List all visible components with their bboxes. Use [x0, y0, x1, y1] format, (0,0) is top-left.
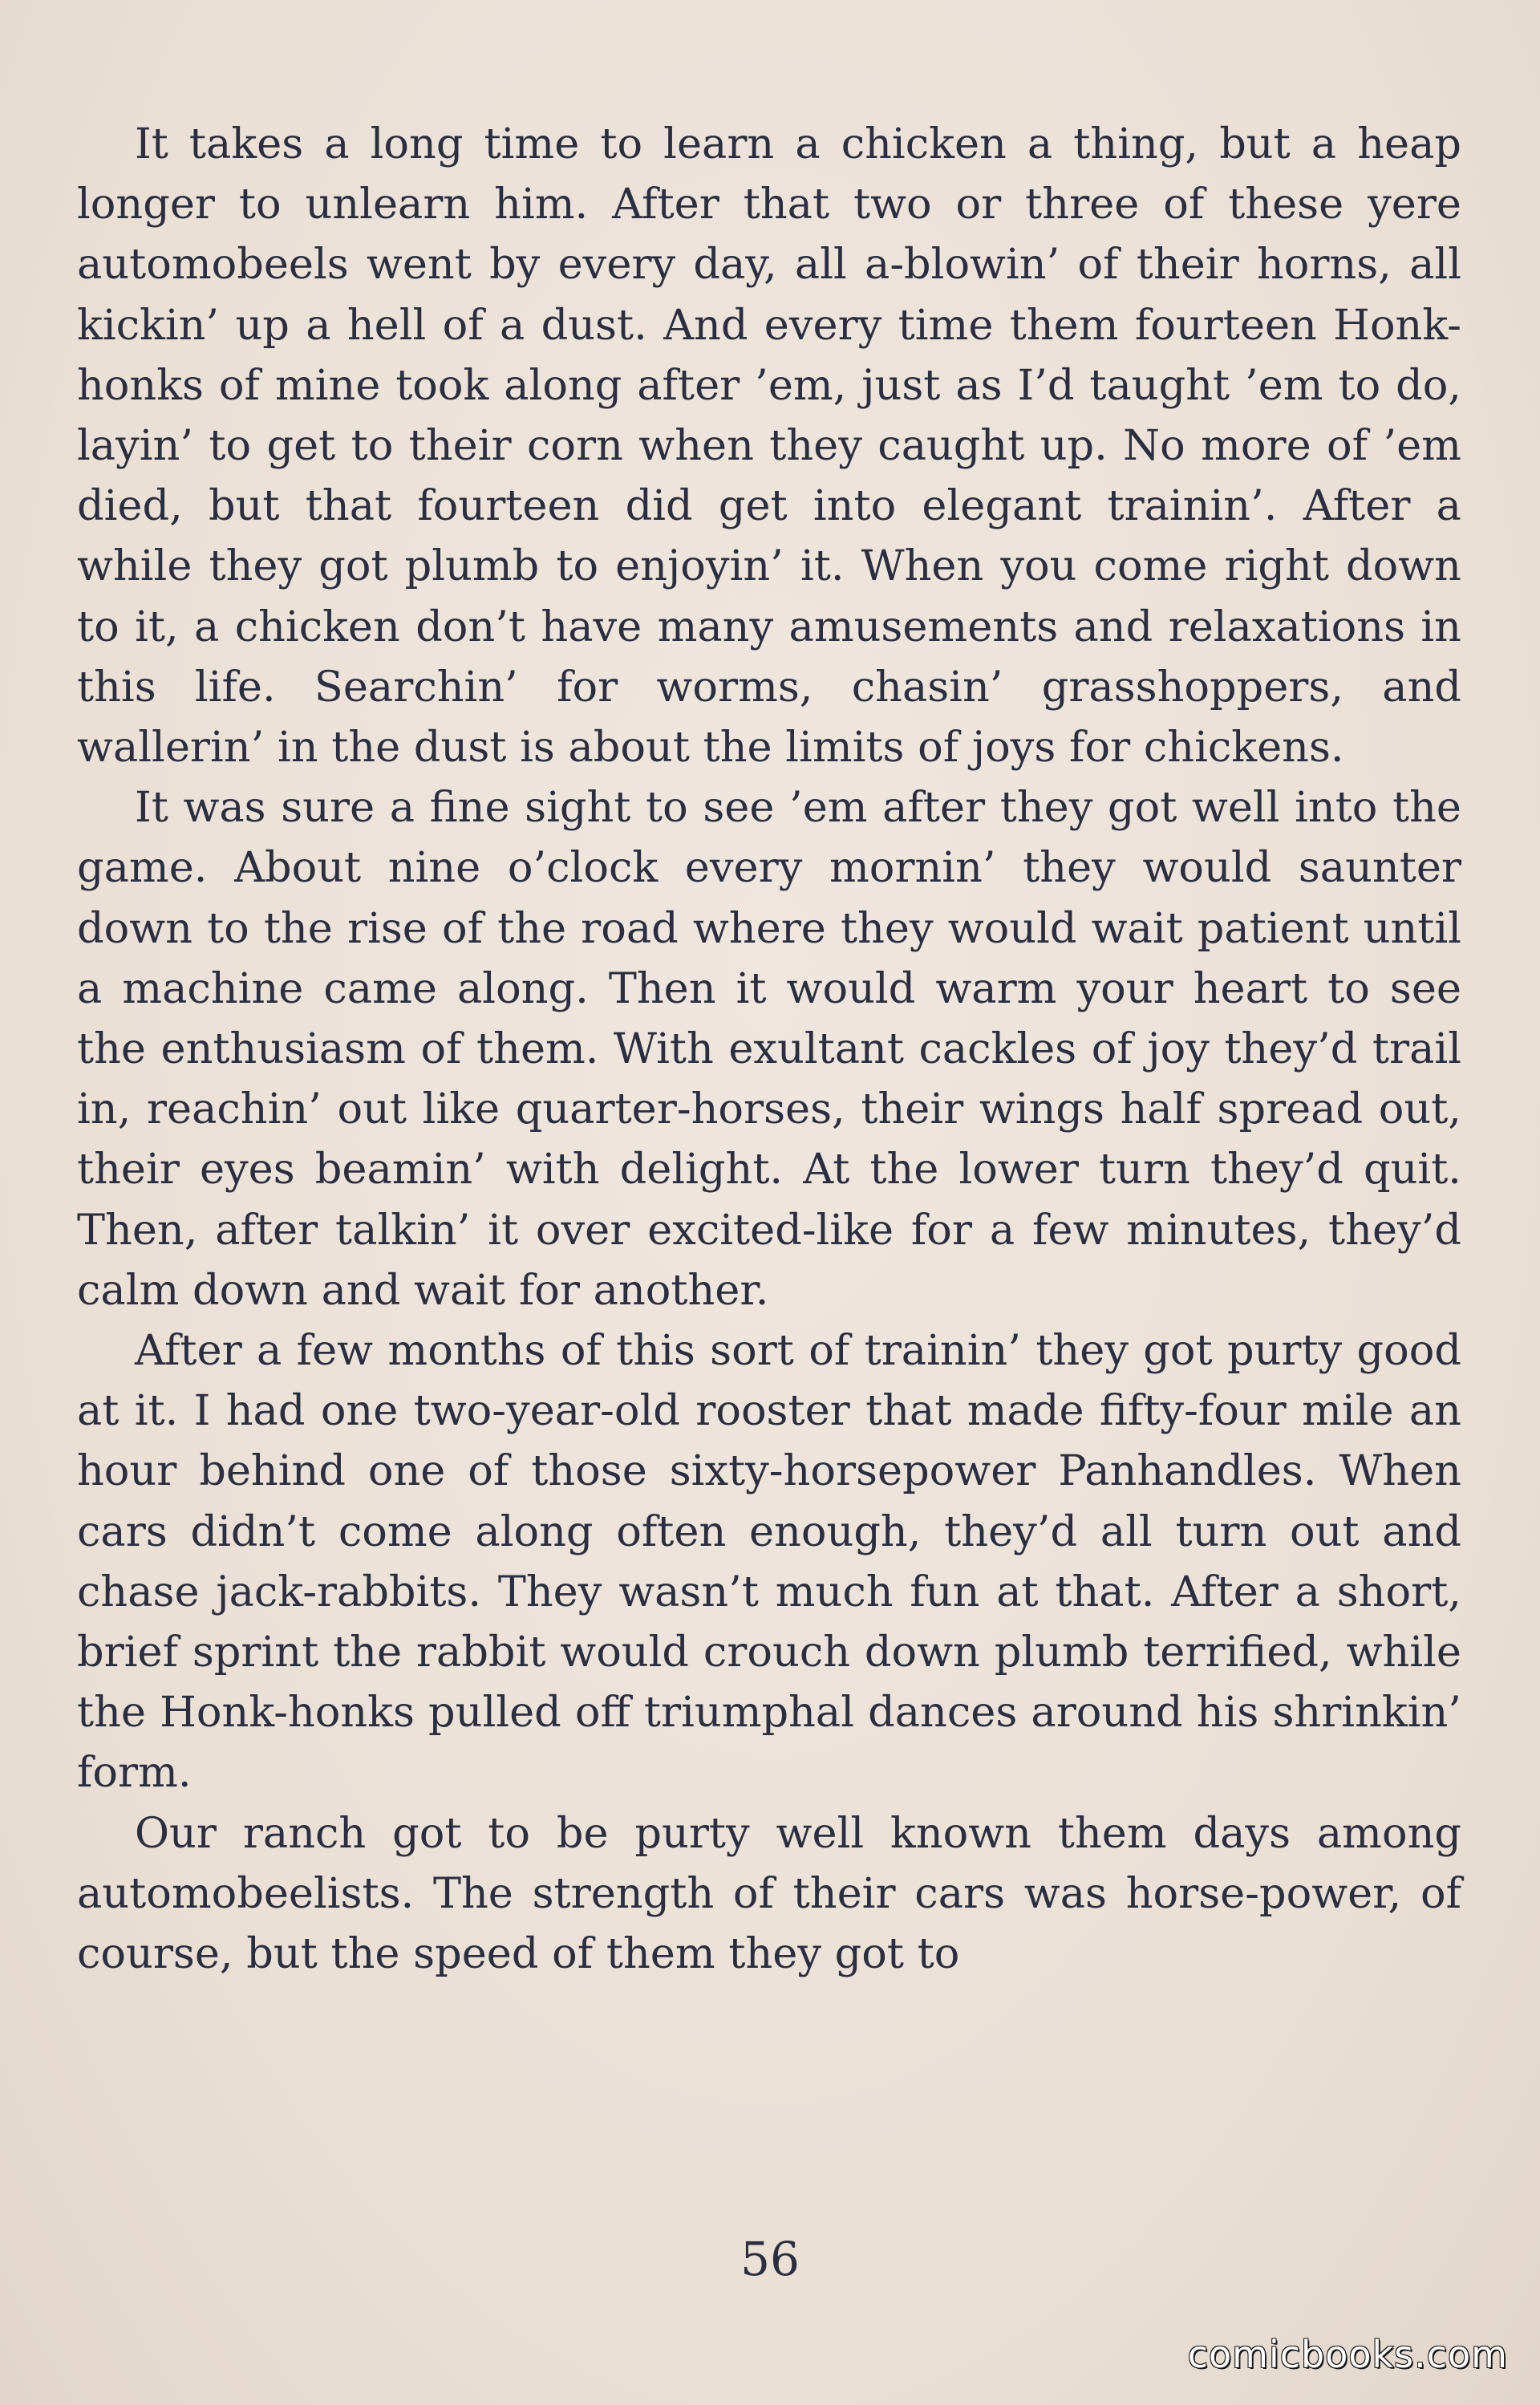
- paragraph-1: It takes a long time to learn a chicken a thing, but a heap longer to unlearn him. After that two or three of these yere automobeels went by every day, all a-blowin’ of their horns, all kickin’ up a hell of a dust. And every time them fourteen Honk-honks of mine took along after ’em, just as I’d taught ’em to do, layin’ to get to their corn when they caught up. No more of ’em died, but that fourteen did get into elegant trainin’. After a while they got plumb to enjoyin’ it. When you come right down to it, a chicken don’t have many amusements and relaxations in this life. Searchin’ for worms, chasin’ grasshoppers, and wallerin’ in the dust is about the limits of joys for chickens.: [77, 120, 1461, 773]
- body-text: [77, 114, 1461, 1984]
- paragraph-2: It was sure a fine sight to see ’em after they got well into the game. About nine o’clock every mornin’ they would saunter down to the rise of the road where they would wait patient until a machine came along. Then it would warm your heart to see the enthusiasm of them. With exultant cackles of joy they’d trail in, reachin’ out like quarter-horses, their wings half spread out, their eyes beamin’ with delight. At the lower turn they’d quit. Then, after talkin’ it over excited-like for a few minutes, they’d calm down and wait for another.: [77, 783, 1461, 1315]
- page-number: 56: [740, 2232, 800, 2286]
- paragraph-3: After a few months of this sort of trainin’ they got purty good at it. I had one two-year-old rooster that made fifty-four mile an hour behind one of those sixty-horsepower Panhandles. When cars didn’t come along often enough, they’d all turn out and chase jack-rabbits. They wasn’t much fun at that. After a short, brief sprint the rabbit would crouch down plumb terrified, while the Honk-honks pulled off triumphal dances around his shrinkin’ form.: [77, 1326, 1461, 1798]
- watermark: comicbooks.com: [1187, 2333, 1508, 2376]
- paragraph-4: Our ranch got to be purty well known them days among automobeelists. The strength of their cars was horse-power, of course, but the speed of them they got to: [77, 1808, 1461, 1979]
